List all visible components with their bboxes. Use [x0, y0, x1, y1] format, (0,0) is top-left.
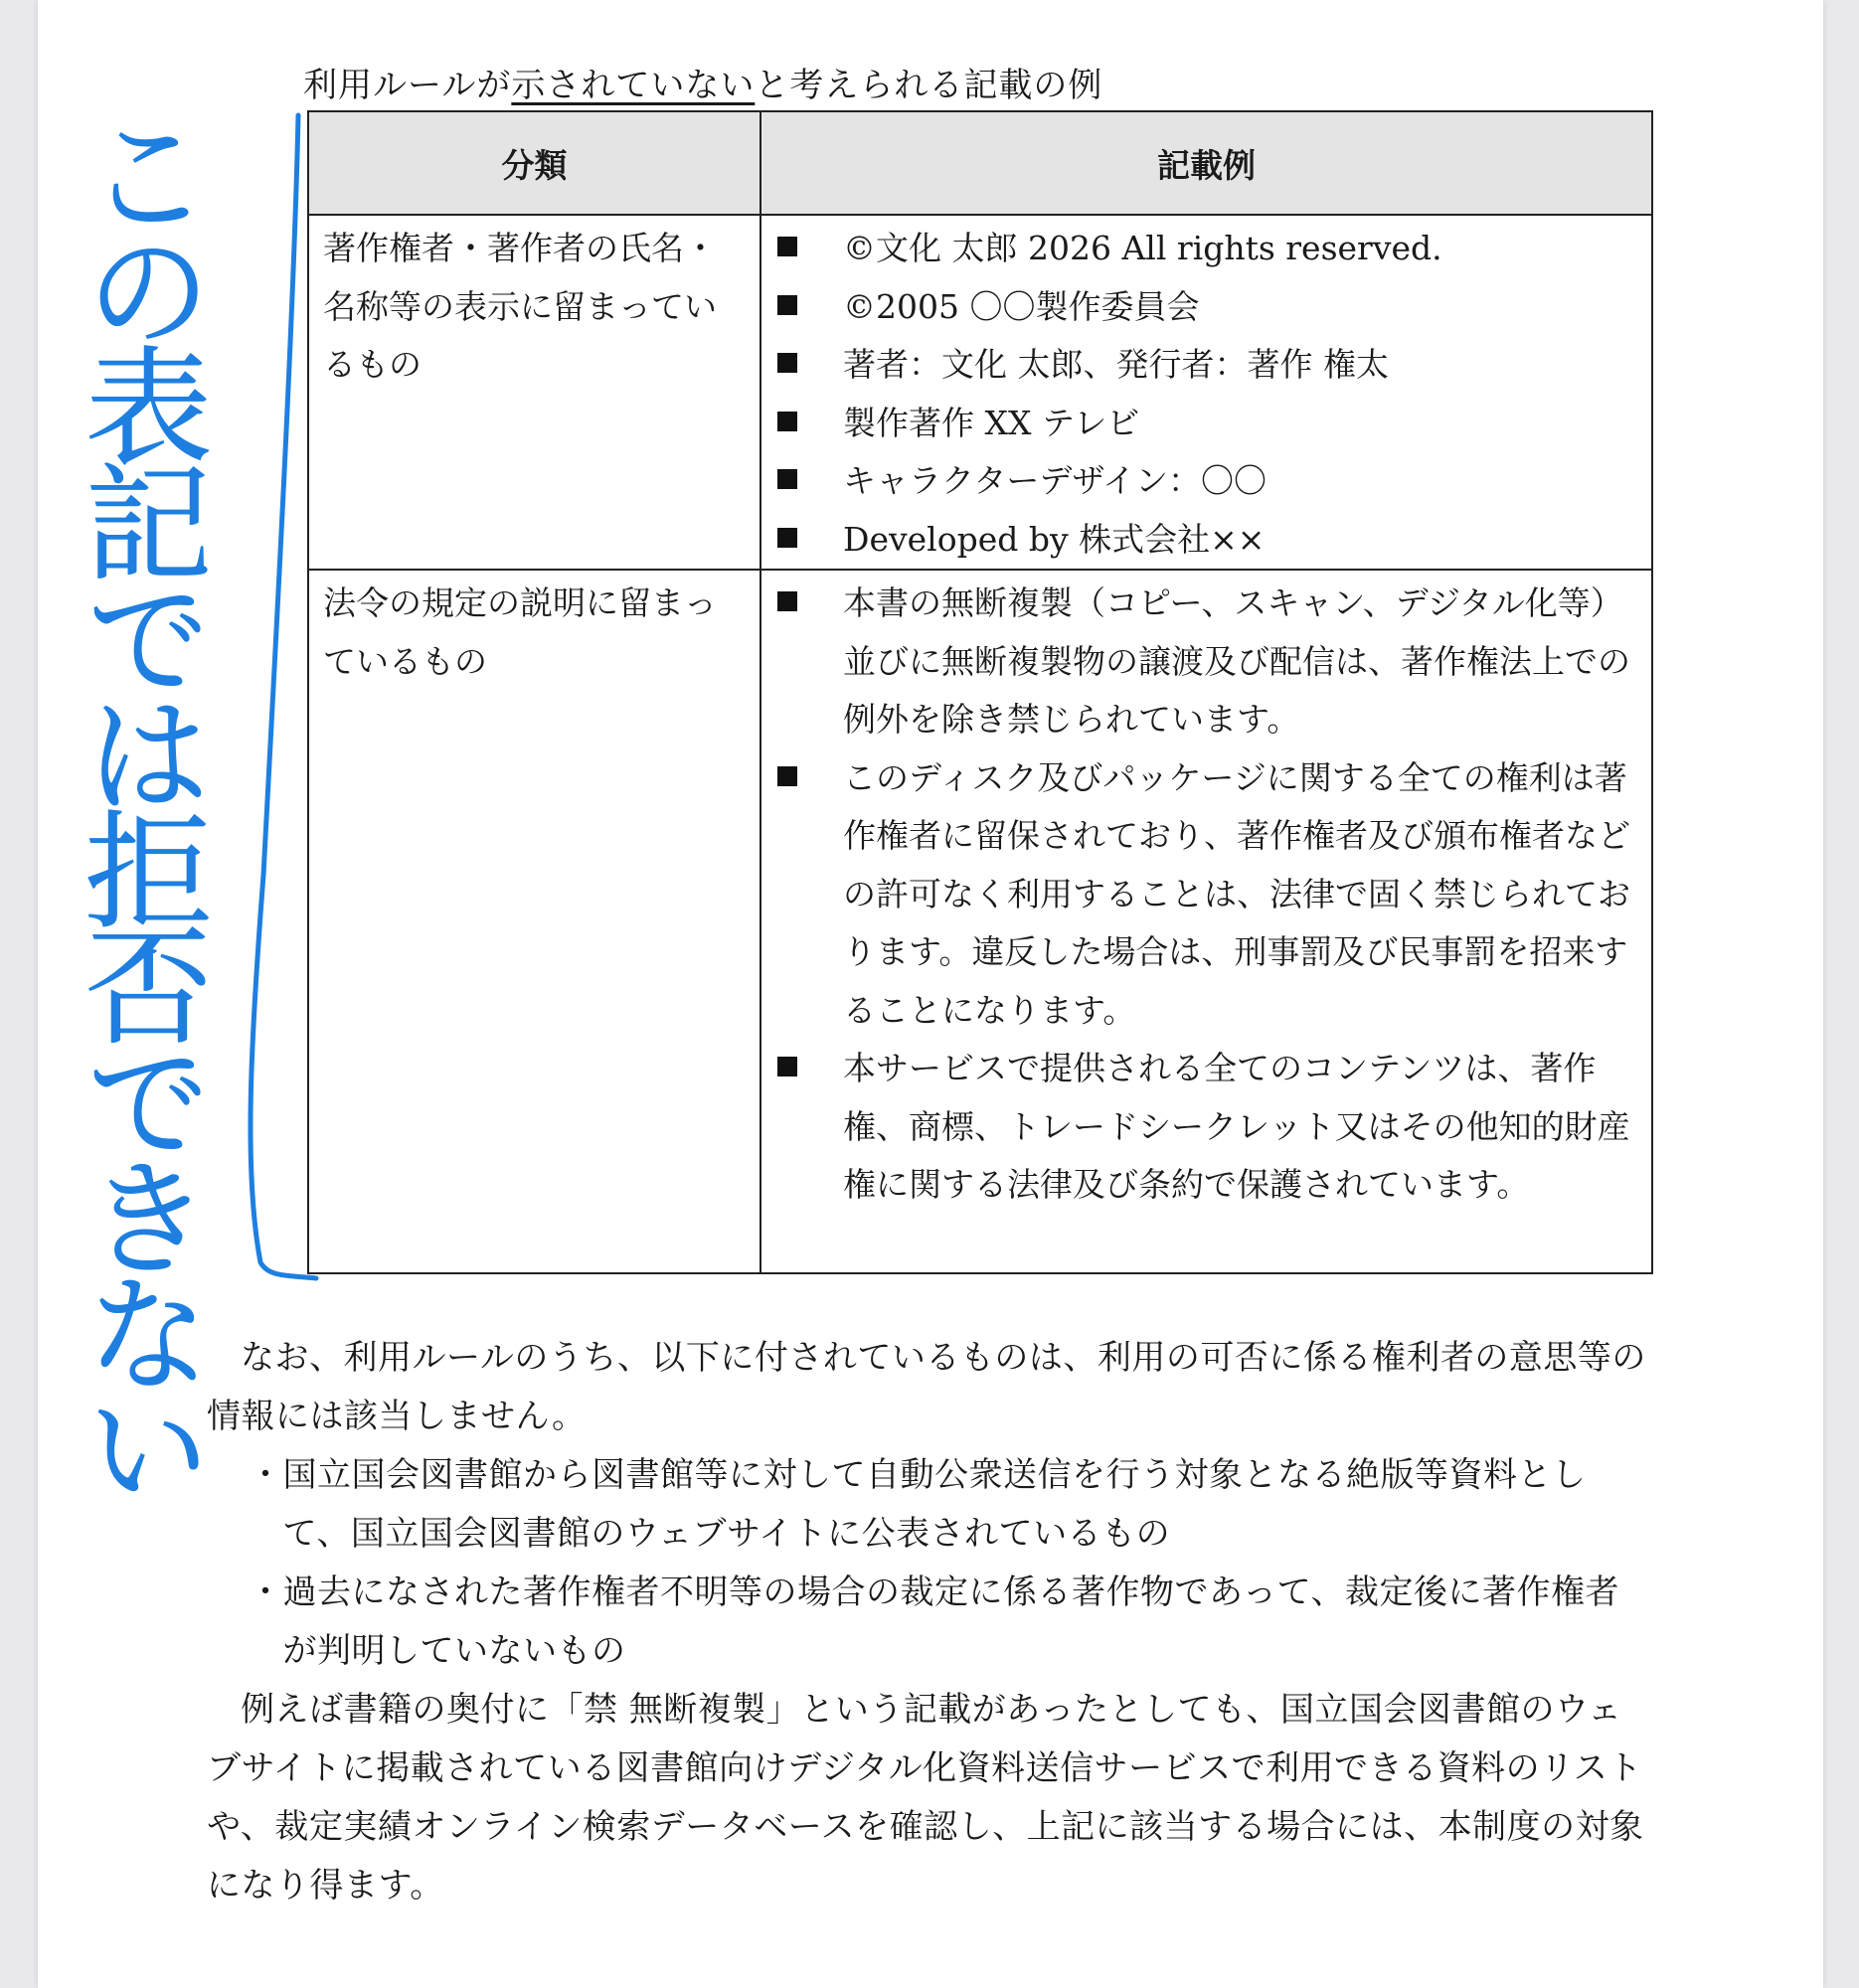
caption-after: と考えられる記載の例 [755, 66, 1103, 105]
paragraph-example: 例えば書籍の奥付に「禁 無断複製」という記載があったとしても、国立国会図書館のウェブサイトに掲載されている図書館向けデジタル化資料送信サービスで利用できる資料のリストや、裁定実績オンライン検索データベースを確認し、上記に該当する場合には、本制度の対象になり得ます。 [207, 1690, 1644, 1905]
paragraph-note: なお、利用ルールのうち、以下に付されているものは、利用の可否に係る権利者の意思等の情報には該当しません。 [207, 1338, 1646, 1436]
bullet-mark: ・ [249, 1455, 283, 1495]
list-item: 本書の無断複製（コピー、スキャン、デジタル化等）並びに無断複製物の譲渡及び配信は、著作権法上での例外を除き禁じられています。 [777, 575, 1637, 749]
list-item: ・ 国立国会図書館から図書館等に対して自動公衆送信を行う対象となる絶版等資料として、国立国会図書館のウェブサイトに公表されているもの [207, 1446, 1652, 1564]
row-category: 著作権者・著作者の氏名・名称等の表示に留まっているもの [308, 215, 760, 570]
caption-before: 利用ルールが [303, 66, 512, 105]
annotation-text: この表記では拒否できない [63, 109, 212, 1511]
header-examples: 記載例 [760, 111, 1652, 215]
caption-underlined: 示されていない [511, 66, 756, 105]
row-category: 法令の規定の説明に留まっているもの [308, 570, 760, 1273]
list-item: このディスク及びパッケージに関する全ての権利は著作権者に留保されており、著作権者及び頒布権者などの許可なく利用することは、法律で固く禁じられております。違反した場合は、刑事罰及び民事罰を招来することになります。 [777, 749, 1637, 1041]
annotation-bracket [251, 115, 316, 1278]
list-item: 本サービスで提供される全てのコンテンツは、著作権、商標、トレードシークレット又はその他知的財産権に関する法律及び条約で保護されています。 [777, 1040, 1637, 1215]
list-item: ©2005 〇〇製作委員会 [777, 278, 1637, 337]
list-item: 製作著作 XX テレビ [777, 395, 1637, 453]
list-item: 著者：文化 太郎、発行者：著作 権太 [777, 336, 1637, 395]
list-item: キャラクターデザイン：〇〇 [777, 452, 1637, 511]
header-category: 分類 [308, 111, 760, 215]
list-item: Developed by 株式会社×× [777, 511, 1637, 570]
bullet-mark: ・ [249, 1573, 283, 1612]
list-item: ・ 過去になされた著作権者不明等の場合の裁定に係る著作物であって、裁定後に著作権者が判明していないもの [207, 1564, 1652, 1681]
list-item: ©文化 太郎 2026 All rights reserved. [777, 220, 1637, 278]
